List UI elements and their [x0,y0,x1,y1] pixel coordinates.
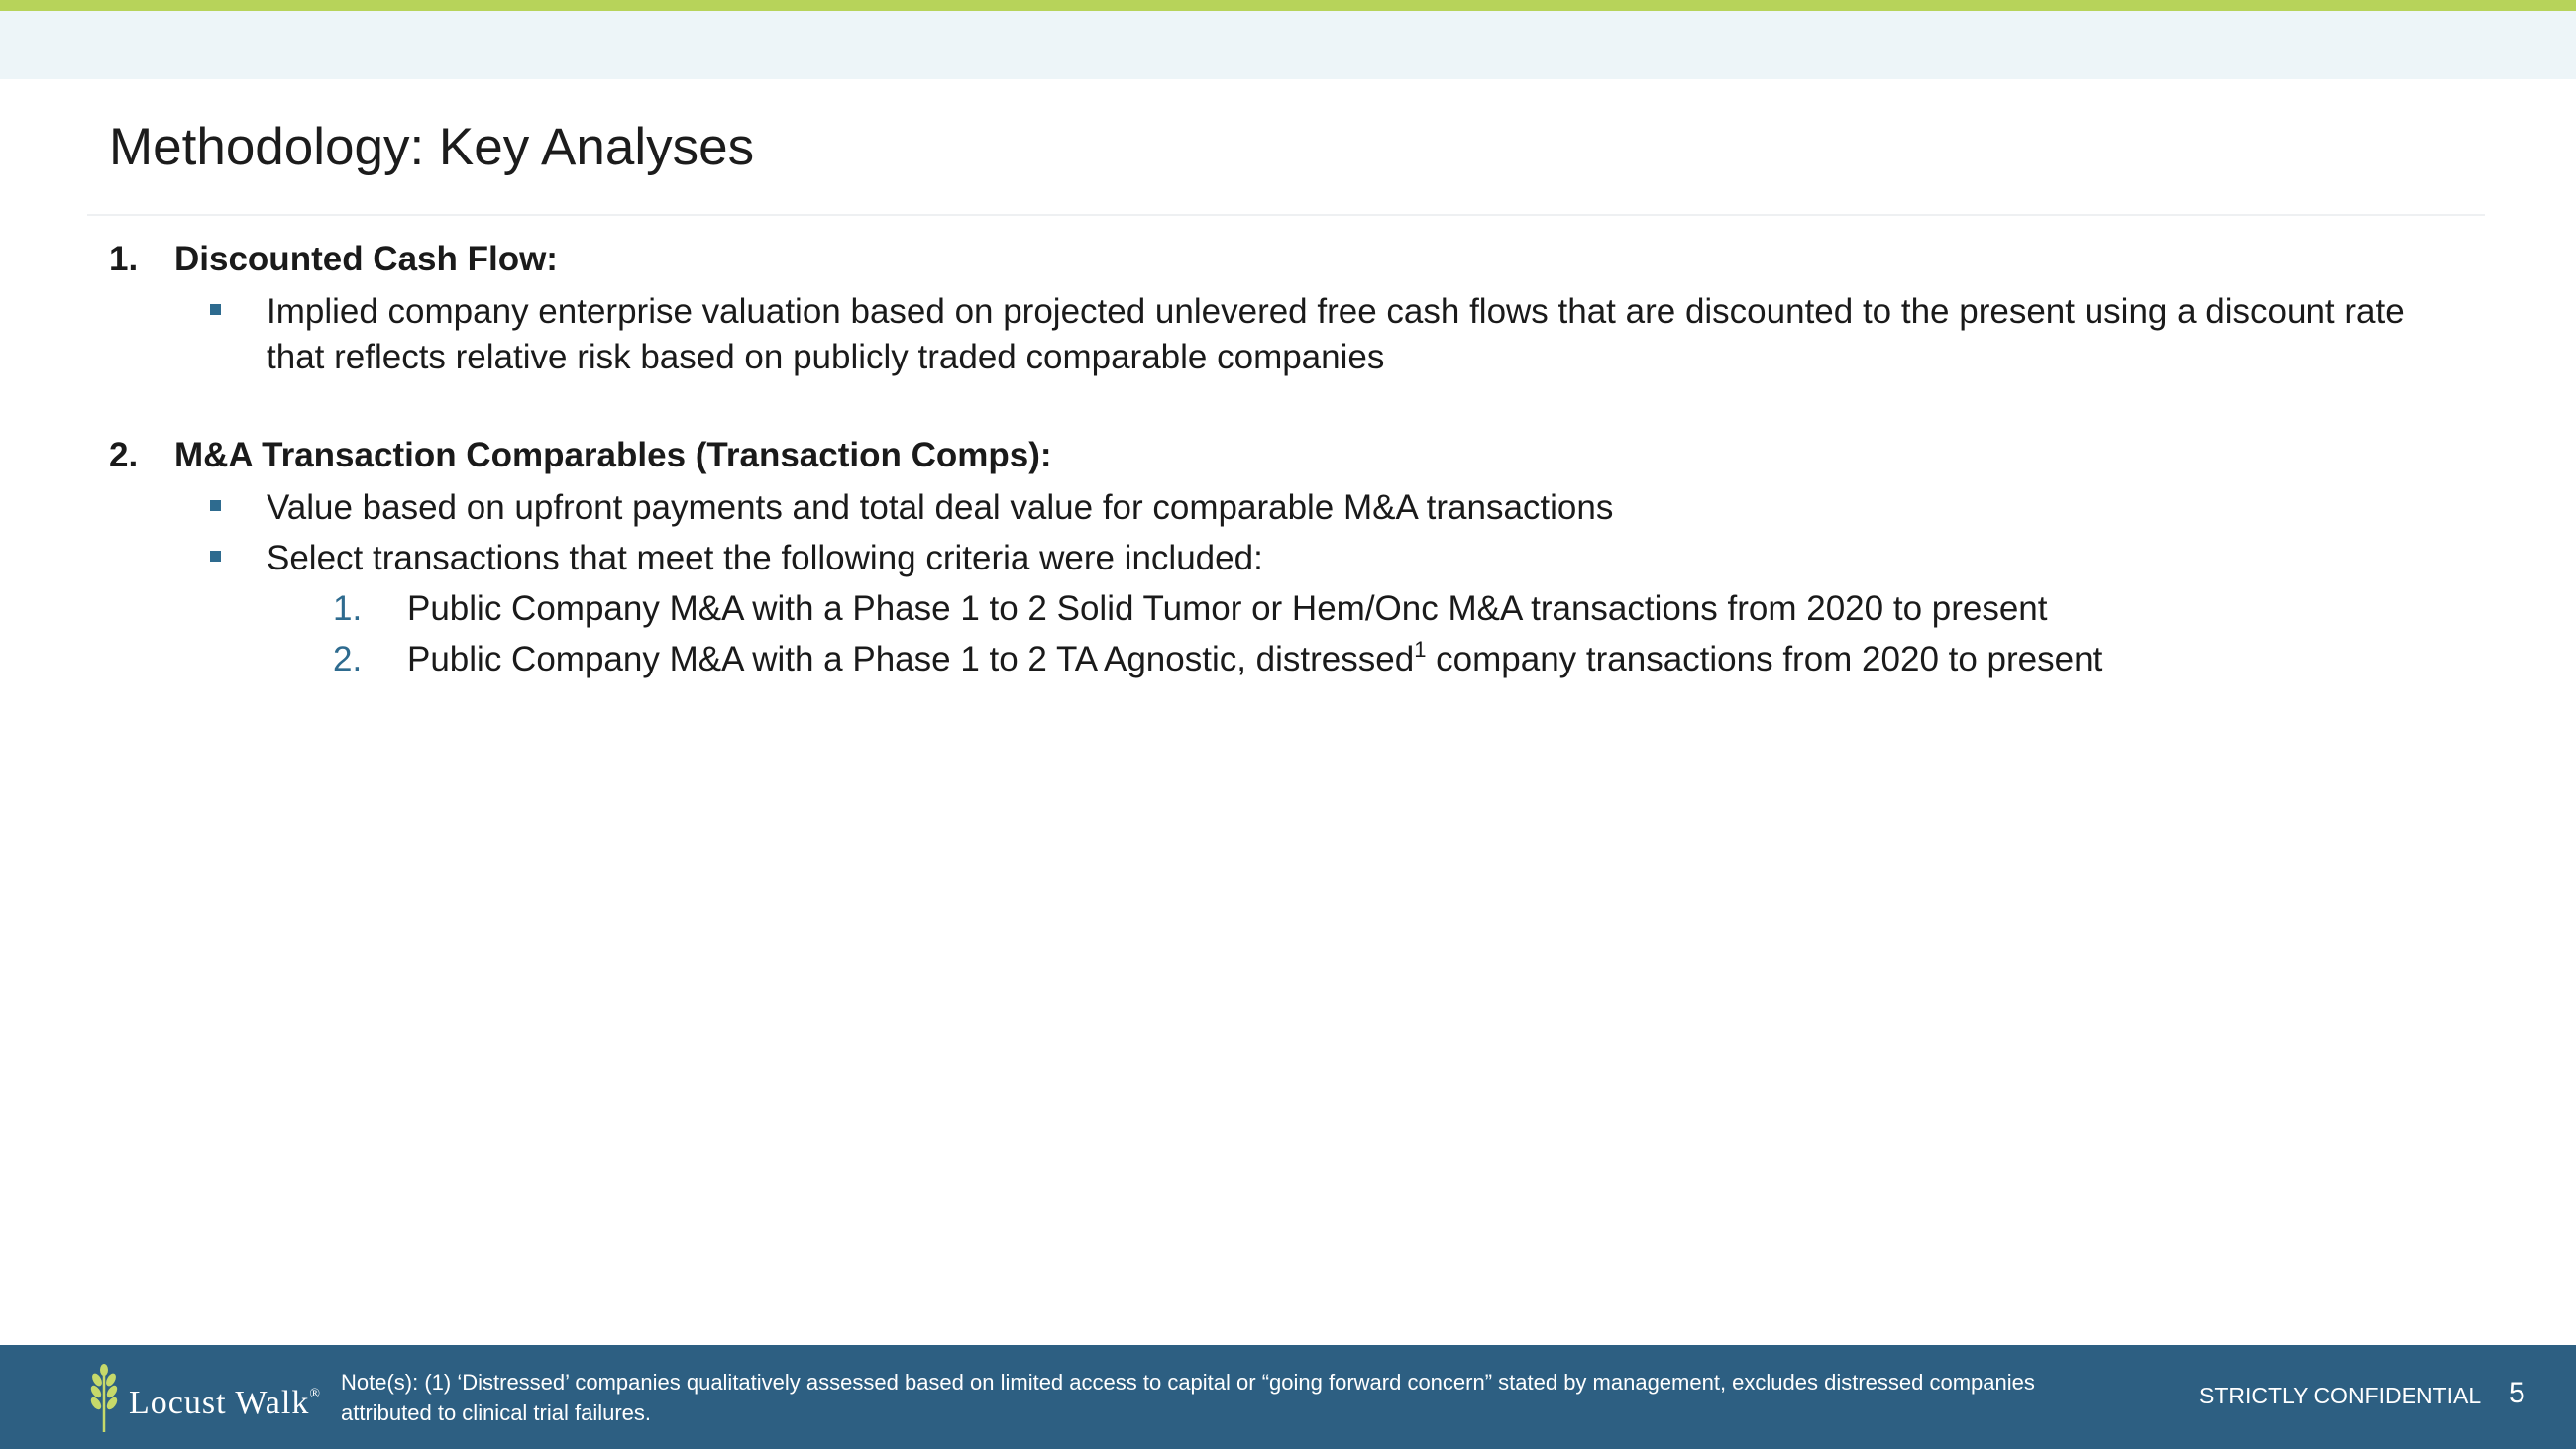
logo-wordmark [129,1385,321,1422]
criteria-text-after: company transactions from 2020 to present [1426,640,2103,678]
bullet-text: Implied company enterprise valuation based on projected unlevered free cash flows that are discounted to the present using a discount rate that reflects relative risk based on publicly traded comparable companies [267,292,2405,376]
logo-text: Locust Walk [129,1385,310,1421]
criteria-number: 2. [333,640,363,678]
criteria-text: Public Company M&A with a Phase 1 to 2 Solid Tumor or Hem/Onc M&A transactions from 2020 to present [407,589,2048,628]
square-bullet-icon [210,304,221,315]
criteria-item [333,637,2102,682]
confidential-label: STRICTLY CONFIDENTIAL [2200,1383,2482,1408]
section-number: 2. [109,436,139,474]
bullet-text: Select transactions that meet the following criteria were included: [267,539,1263,577]
wheat-sprig-icon [85,1363,123,1434]
page-number: 5 [2509,1377,2525,1409]
logo-registered-mark: ® [309,1387,321,1401]
criteria-number: 1. [333,589,363,628]
criteria-text-before: Public Company M&A with a Phase 1 to 2 TA Agnostic, distressed [407,640,1415,678]
footnote: Note(s): (1) ‘Distressed’ companies qualitatively assessed based on limited access to capital or “going forward concern” stated by management, excludes distressed companies attributed to clinical trial failures. [341,1370,2035,1425]
footer [0,1345,2576,1449]
section-heading-text: Discounted Cash Flow: [174,240,558,278]
section-heading-dcf [109,240,558,279]
square-bullet-icon [210,551,221,562]
bullet-item [206,289,2445,380]
criteria-item [333,586,2048,632]
company-logo [85,1363,343,1432]
bullet-item [206,536,2445,581]
section-heading-transaction-comps [109,436,1052,475]
top-accent-bar [0,0,2576,11]
page-title: Methodology: Key Analyses [109,118,755,176]
bullet-text: Value based on upfront payments and total deal value for comparable M&A transactions [267,488,1614,527]
bullet-item [206,485,2445,531]
section-number: 1. [109,240,139,278]
header-band [0,11,2576,79]
square-bullet-icon [210,500,221,511]
title-divider [87,214,2485,216]
section-heading-text: M&A Transaction Comparables (Transaction Comps): [174,436,1052,474]
footnote-marker: 1 [1414,637,1427,662]
